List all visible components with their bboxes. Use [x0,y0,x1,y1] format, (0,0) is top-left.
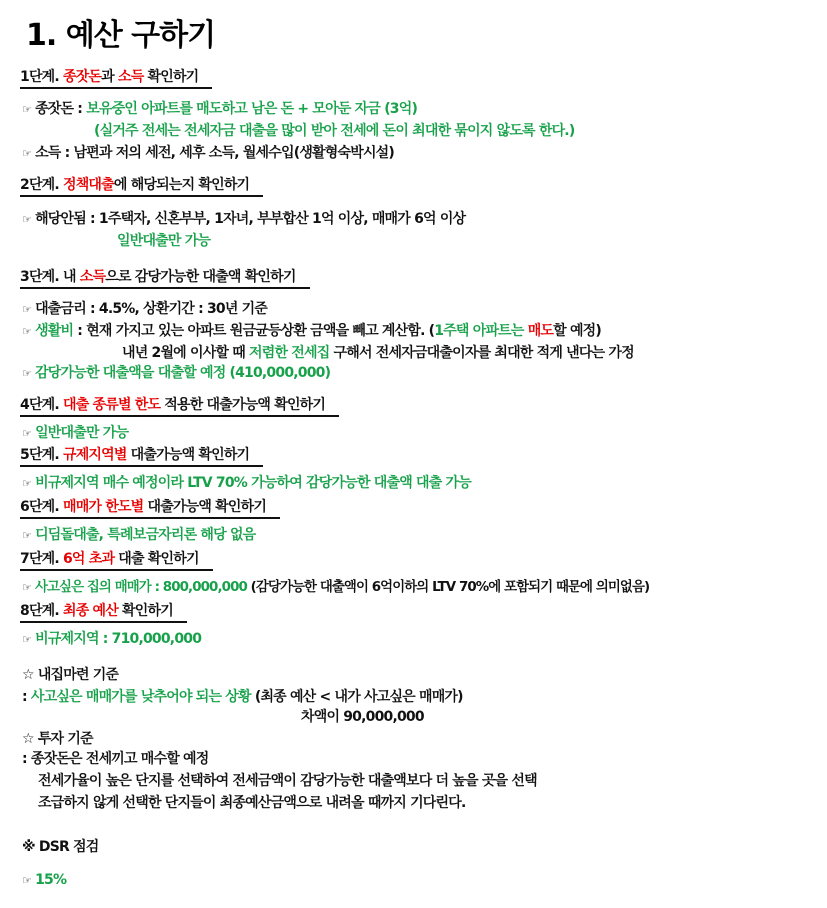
step-5-heading [20,444,263,467]
step-6-line [22,524,255,544]
step-2-note: 일반대출만 가능 [117,233,211,249]
step-8-highlight: 최종 예산 [62,603,123,619]
step-3-plan-line [122,342,634,362]
step-2-prefix: 2단계. [20,177,63,193]
step-3-heading [20,266,310,289]
pointing-hand-icon: ☞ [22,427,32,440]
step-7-highlight: 6억 초과 [62,551,115,567]
dsr-line [22,872,66,888]
living-red: 매도 [527,323,554,339]
step-8-prefix: 8단계. [20,603,63,619]
pointing-hand-icon: ☞ [22,103,32,116]
pointing-hand-icon: ☞ [22,633,32,646]
step-7-green: 사고싶은 집의 매매가 : 800,000,000 [34,580,247,595]
home-criteria-heading: ☆ 내집마련 기준 [22,667,119,683]
pointing-hand-icon: ☞ [22,325,32,338]
invest-criteria-heading: ☆ 투자 기준 [22,731,93,747]
pointing-hand-icon: ☞ [22,147,32,160]
step-6-text: 디딤돌대출, 특례보금자리론 해당 없음 [35,527,256,543]
step-5-line [22,472,471,492]
step-3-highlight: 소득 [79,269,106,285]
step-1-highlight-income: 소득 [117,69,144,85]
home-green: 사고싶은 매매가를 낮추어야 되는 상황 [30,689,251,705]
invest-line-3: 조급하지 않게 선택한 단지들이 최종예산금액으로 내려올 때까지 기다린다. [38,795,466,811]
step-4-suffix: 적용한 대출가능액 확인하기 [160,397,326,413]
home-colon: : [22,689,31,705]
step-4-heading [20,394,339,417]
step-5-text: 비규제지역 매수 예정이라 LTV 70% 가능하여 감당가능한 대출액 대출 가능 [35,475,471,491]
step-8-text: 비규제지역 : 710,000,000 [35,631,202,647]
plan-text-a: 내년 2월에 이사할 때 [122,345,250,361]
income-text: 소득 : 남편과 저의 세전, 세후 소득, 월세수입(생활형숙박시설) [35,145,394,161]
step-5-suffix: 대출가능액 확인하기 [126,447,250,463]
plan-green: 저렴한 전세집 [249,345,330,361]
step-1-seed-line [22,98,417,118]
living-text: : 현재 가지고 있는 아파트 원금균등상환 금액을 빼고 계산함. ( [73,323,435,339]
step-2-text: 해당안됨 : 1주택자, 신혼부부, 1자녀, 부부합산 1억 이상, 매매가 6억 이상 [35,211,466,227]
step-3-rate-line [22,298,267,318]
step-7-suffix: 대출 확인하기 [114,551,199,567]
seed-label: 종잣돈 : [35,101,87,117]
living-end: 할 예정) [553,323,602,339]
step-4-highlight: 대출 종류별 한도 [62,397,161,413]
home-criteria-line [22,686,463,706]
step-1-heading [20,66,212,89]
home-black: (최종 예산 < 내가 사고싶은 매매가) [250,689,463,705]
living-green: 1주택 아파트는 [434,323,528,339]
step-6-heading [20,496,280,519]
step-4-line [22,422,128,442]
dsr-value: 15% [35,872,67,888]
afford-text: 감당가능한 대출액을 대출할 예정 (410,000,000) [35,365,331,381]
pointing-hand-icon: ☞ [22,213,32,226]
step-2-line [22,208,465,228]
step-8-heading [20,600,187,623]
home-diff: 차액이 90,000,000 [301,709,424,725]
invest-line-1: : 종잣돈은 전세끼고 매수할 예정 [22,751,209,767]
pointing-hand-icon: ☞ [22,581,31,594]
plan-text-b: 구해서 전세자금대출이자를 최대한 적게 낸다는 가정 [329,345,634,361]
step-3-living-line [22,320,601,340]
step-1-suffix: 확인하기 [143,69,199,85]
invest-line-2: 전세가율이 높은 단지를 선택하여 전세금액이 감당가능한 대출액보다 더 높을 곳을 선택 [38,773,537,789]
living-label: 생활비 [35,323,74,339]
pointing-hand-icon: ☞ [22,874,32,887]
step-1-highlight-seed: 종잣돈 [62,69,102,85]
seed-value: 보유중인 아파트를 매도하고 남은 돈 + 모아둔 자금 (3억) [86,101,418,117]
step-8-line [22,628,201,648]
rate-text: 대출금리 : 4.5%, 상환기간 : 30년 기준 [35,301,268,317]
pointing-hand-icon: ☞ [22,303,32,316]
step-7-prefix: 7단계. [20,551,63,567]
step-8-suffix: 확인하기 [122,603,173,619]
step-2-suffix: 에 해당되는지 확인하기 [113,177,250,193]
step-4-text: 일반대출만 가능 [35,425,129,441]
step-7-heading [20,548,213,571]
dsr-heading: ※ DSR 점검 [22,839,99,855]
step-2-heading [20,174,263,197]
pointing-hand-icon: ☞ [22,367,32,380]
step-6-suffix: 대출가능액 확인하기 [143,499,267,515]
step-1-mid: 과 [101,69,118,85]
seed-note: (실거주 전세는 전세자금 대출을 많이 받아 전세에 돈이 최대한 묶이지 않도록 한다.) [94,123,575,139]
page-title: 1. 예산 구하기 [26,18,216,53]
step-1-prefix: 1단계. [20,69,63,85]
step-6-prefix: 6단계. [20,499,63,515]
step-6-highlight: 매매가 한도별 [62,499,144,515]
step-7-line [22,576,649,595]
step-3-suffix: 으로 감당가능한 대출액 확인하기 [105,269,296,285]
pointing-hand-icon: ☞ [22,529,32,542]
step-7-black: (감당가능한 대출액이 6억이하의 LTV 70%에 포함되기 때문에 의미없음) [246,580,650,595]
step-2-highlight: 정책대출 [62,177,114,193]
step-3-prefix: 3단계. 내 [20,269,80,285]
step-4-prefix: 4단계. [20,397,63,413]
step-1-income-line [22,142,394,162]
pointing-hand-icon: ☞ [22,477,32,490]
step-5-prefix: 5단계. [20,447,63,463]
step-5-highlight: 규제지역별 [62,447,127,463]
step-3-afford-line [22,362,330,382]
